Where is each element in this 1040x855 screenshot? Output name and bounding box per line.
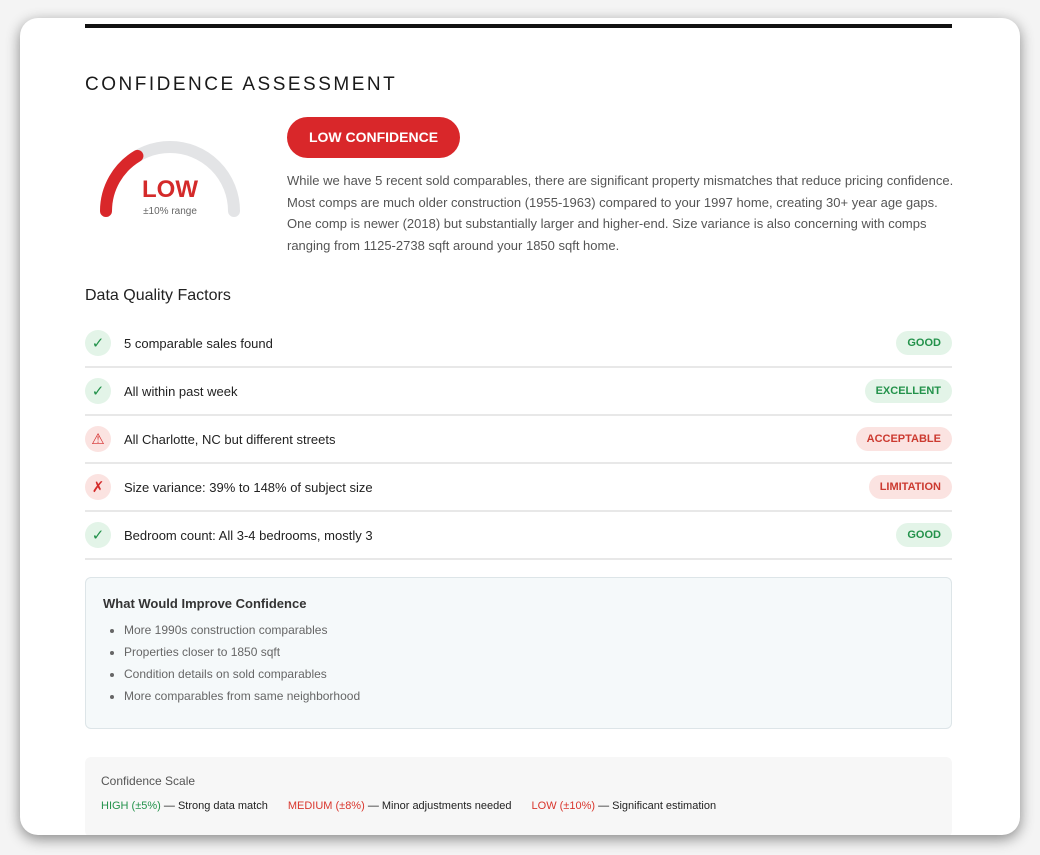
gauge-range: ±10% range <box>143 206 197 217</box>
check-icon: ✓ <box>85 330 111 356</box>
confidence-scale <box>85 757 952 835</box>
scale-item <box>288 800 512 812</box>
improve-item: • Condition details on sold comparables <box>124 663 934 685</box>
factor-list <box>85 320 952 560</box>
scale-desc: — Strong data match <box>160 800 268 812</box>
confidence-gauge <box>90 126 250 226</box>
factor-text: Size variance: 39% to 148% of subject size <box>124 479 373 495</box>
improve-title: What Would Improve Confidence <box>103 596 307 611</box>
factor-text: 5 comparable sales found <box>124 335 273 351</box>
check-icon: ✓ <box>85 522 111 548</box>
factor-text: All within past week <box>124 383 238 399</box>
scale-item <box>101 800 268 812</box>
improve-box <box>85 577 952 729</box>
scale-legend <box>101 800 936 812</box>
improve-item: • Properties closer to 1850 sqft <box>124 641 934 663</box>
factor-row <box>85 320 952 368</box>
factor-status-badge: ACCEPTABLE <box>856 427 952 451</box>
scale-level: LOW (±10%) <box>531 800 596 812</box>
section-title: CONFIDENCE ASSESSMENT <box>85 74 398 95</box>
improve-item: • More 1990s construction comparables <box>124 619 934 641</box>
factor-row <box>85 416 952 464</box>
top-divider <box>85 24 952 28</box>
factor-row <box>85 512 952 560</box>
factor-status-badge: LIMITATION <box>869 475 952 499</box>
confidence-badge: LOW CONFIDENCE <box>287 117 460 158</box>
scale-item <box>532 800 717 812</box>
factor-row <box>85 464 952 512</box>
scale-desc: — Minor adjustments needed <box>364 800 512 812</box>
improve-item: • More comparables from same neighborhood <box>124 685 934 707</box>
factor-text: Bedroom count: All 3-4 bedrooms, mostly 3 <box>124 527 373 543</box>
x-icon: ✗ <box>85 474 111 500</box>
warning-icon: ⚠ <box>85 426 111 452</box>
data-quality-title: Data Quality Factors <box>85 287 231 304</box>
confidence-description: While we have 5 recent sold comparables, there are significant property mismatches that reduce pricing confidence. Most comps are much older construction (1955-1963) compared to your 1997 home, creating 30+ year age gaps. One comp is newer (2018) but substantially larger and higher-end. Size variance is also concerning with comps ranging from 1125-2738 sqft around your 1850 sqft home. <box>287 173 954 253</box>
factor-row <box>85 368 952 416</box>
gauge-label: LOW <box>142 176 198 203</box>
check-icon: ✓ <box>85 378 111 404</box>
scale-title: Confidence Scale <box>101 774 196 788</box>
scale-desc: — Significant estimation <box>595 800 717 812</box>
improve-list <box>103 619 934 707</box>
scale-level: HIGH (±5%) <box>101 800 161 812</box>
scale-level: MEDIUM (±8%) <box>287 800 365 812</box>
factor-status-badge: GOOD <box>896 523 952 547</box>
factor-text: All Charlotte, NC but different streets <box>124 431 336 447</box>
confidence-card <box>20 18 1020 835</box>
factor-status-badge: EXCELLENT <box>865 379 952 403</box>
factor-status-badge: GOOD <box>896 331 952 355</box>
